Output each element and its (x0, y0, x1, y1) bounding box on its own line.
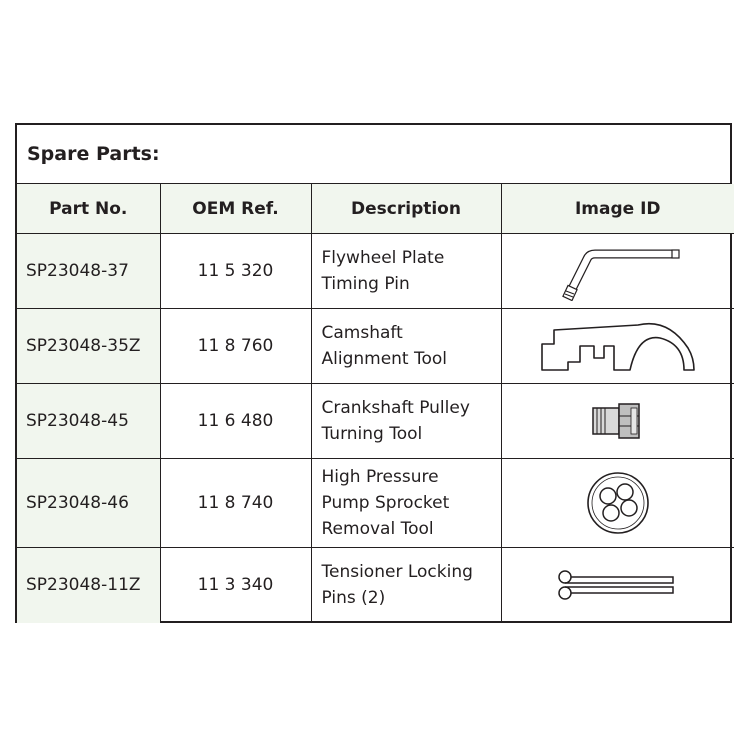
timing-pin-icon (553, 241, 683, 301)
table-row (17, 459, 734, 548)
table-title: Spare Parts: (17, 125, 730, 184)
description: Camshaft Alignment Tool (321, 323, 448, 369)
header-image-id: Image ID (501, 184, 734, 234)
header-description: Description (311, 184, 501, 234)
tensioner-locking-pins-icon (553, 563, 683, 607)
table-row (17, 548, 734, 623)
spare-parts-table-frame (15, 123, 732, 623)
part-number: SP23048-35Z (17, 309, 160, 384)
oem-ref: 11 6 480 (160, 384, 311, 459)
table-row (17, 384, 734, 459)
oem-ref: 11 3 340 (160, 548, 311, 623)
part-number: SP23048-45 (17, 384, 160, 459)
header-row (17, 184, 734, 234)
description: High Pressure Pump Sprocket Removal Tool (321, 467, 450, 539)
part-number: SP23048-37 (17, 234, 160, 309)
part-number: SP23048-11Z (17, 548, 160, 623)
oem-ref: 11 8 740 (160, 459, 311, 548)
table-row (17, 309, 734, 384)
crankshaft-pulley-tool-icon (583, 396, 653, 446)
header-oem-ref: OEM Ref. (160, 184, 311, 234)
sprocket-removal-tool-icon (583, 468, 653, 538)
description: Crankshaft Pulley Turning Tool (321, 398, 470, 444)
camshaft-alignment-tool-icon (538, 318, 698, 374)
oem-ref: 11 5 320 (160, 234, 311, 309)
spare-parts-table (17, 184, 734, 623)
table-row (17, 234, 734, 309)
oem-ref: 11 8 760 (160, 309, 311, 384)
part-number: SP23048-46 (17, 459, 160, 548)
description: Tensioner Locking Pins (2) (321, 562, 473, 609)
header-part-no: Part No. (17, 184, 160, 234)
description: Flywheel Plate Timing Pin (321, 248, 445, 294)
